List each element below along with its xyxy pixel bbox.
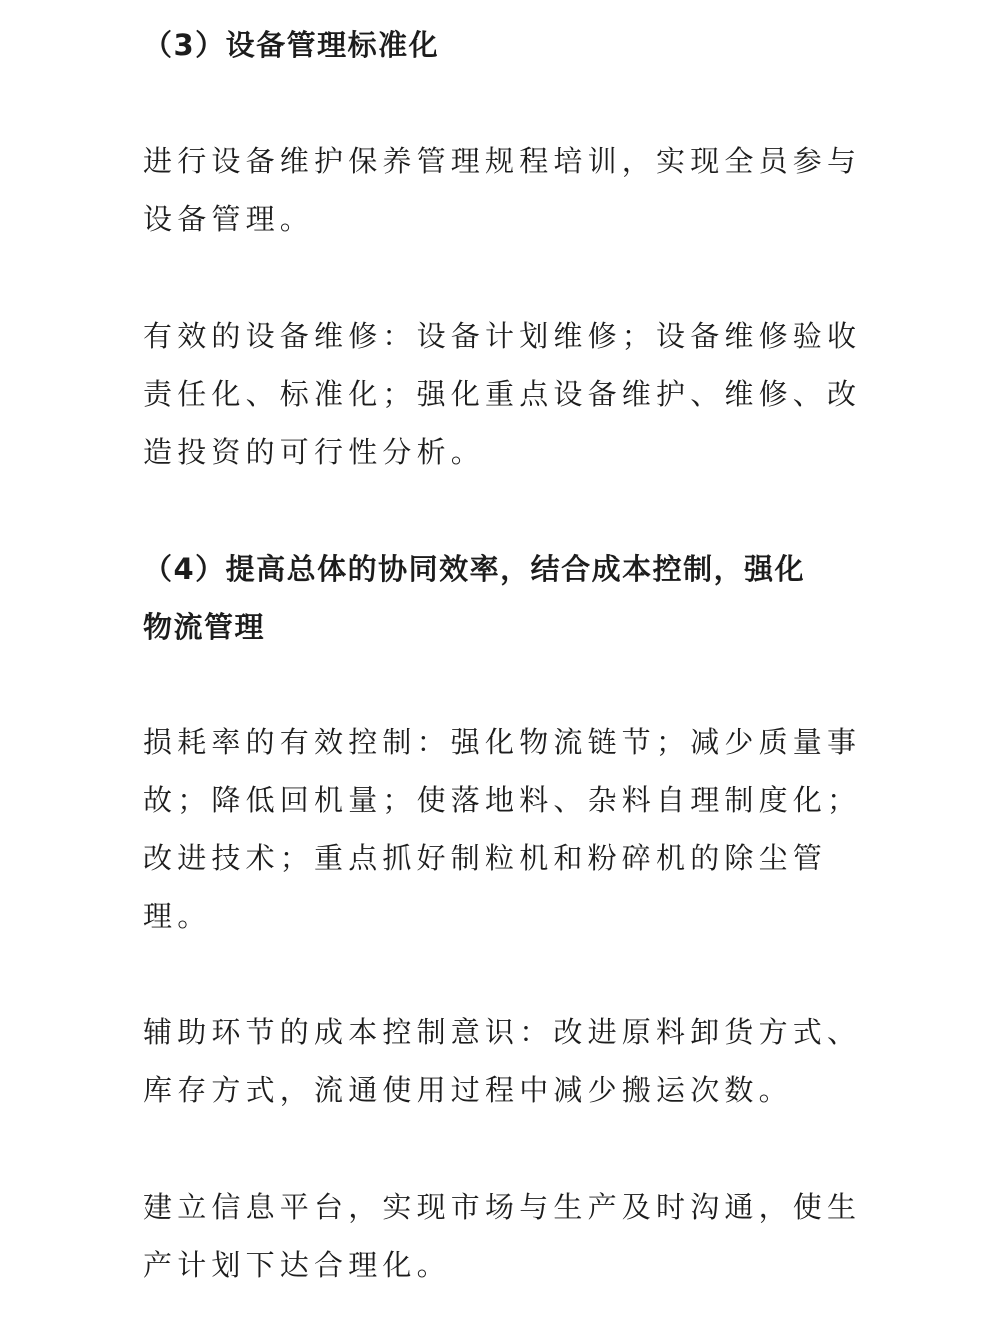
heading-line: 物流管理 bbox=[143, 610, 266, 644]
paragraph-line: 建立信息平台，实现市场与生产及时沟通，使生 bbox=[143, 1190, 862, 1224]
paragraph-information-platform bbox=[143, 1178, 863, 1294]
heading-line: （4）提高总体的协同效率，结合成本控制，强化 bbox=[143, 552, 806, 586]
paragraph-line: 进行设备维护保养管理规程培训，实现全员参与 bbox=[143, 144, 862, 178]
paragraph-equipment-maintenance bbox=[143, 307, 863, 481]
paragraph-line: 产计划下达合理化。 bbox=[143, 1248, 451, 1282]
paragraph-auxiliary-cost bbox=[143, 1003, 863, 1119]
paragraph-line: 改进技术；重点抓好制粒机和粉碎机的除尘管 bbox=[143, 841, 828, 875]
section-4-heading bbox=[143, 540, 863, 656]
paragraph-line: 责任化、标准化；强化重点设备维护、维修、改 bbox=[143, 377, 862, 411]
paragraph-line: 有效的设备维修：设备计划维修；设备维修验收 bbox=[143, 319, 862, 353]
paragraph-equipment-training bbox=[143, 132, 863, 248]
paragraph-line: 辅助环节的成本控制意识：改进原料卸货方式、 bbox=[143, 1015, 862, 1049]
section-3-heading bbox=[143, 16, 863, 74]
paragraph-line: 损耗率的有效控制：强化物流链节；减少质量事 bbox=[143, 725, 862, 759]
heading-line: （3）设备管理标准化 bbox=[143, 28, 440, 62]
paragraph-line: 理。 bbox=[143, 899, 212, 933]
paragraph-line: 库存方式，流通使用过程中减少搬运次数。 bbox=[143, 1073, 793, 1107]
paragraph-line: 造投资的可行性分析。 bbox=[143, 435, 486, 469]
paragraph-loss-control bbox=[143, 713, 863, 945]
paragraph-line: 设备管理。 bbox=[143, 202, 315, 236]
paragraph-line: 故；降低回机量；使落地料、杂料自理制度化； bbox=[143, 783, 862, 817]
